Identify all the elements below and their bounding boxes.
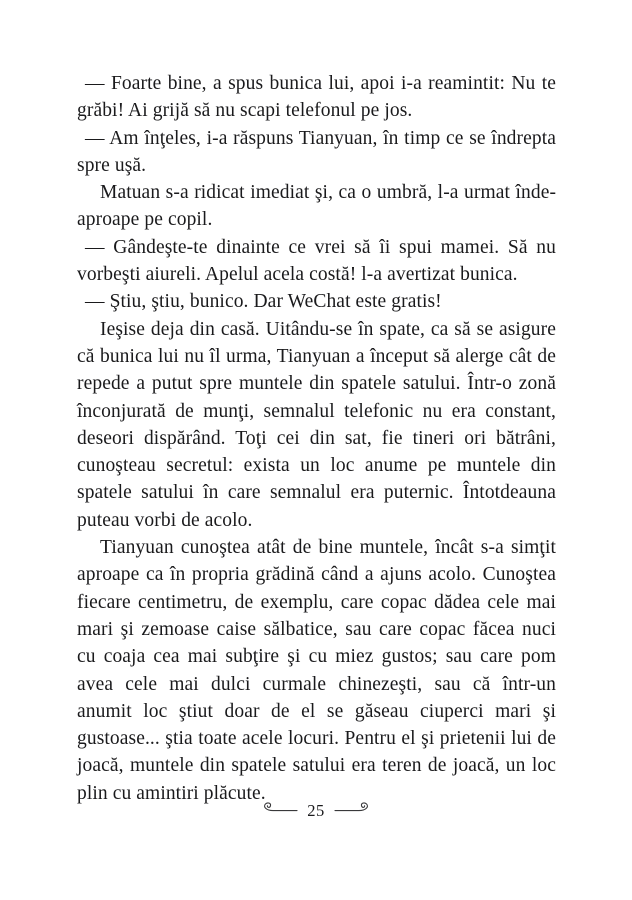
paragraph: Matuan s-a ridicat imediat şi, ca o umbră, l-a urmat îndeaproape pe copil.	[77, 182, 556, 231]
page-number: 25	[307, 801, 325, 820]
text-block	[77, 70, 556, 807]
flourish-left-icon	[260, 800, 298, 814]
paragraph: — Ştiu, ştiu, bunico. Dar WeChat este gratis!	[85, 291, 442, 313]
paragraph: — Gândeşte-te dinainte ce vrei să îi spui mamei. Să nu vorbeşti aiureli. Apelul acela costă! l-a avertizat bunica.	[77, 236, 556, 286]
paragraph: — Foarte bine, a spus bunica lui, apoi i-a reamintit: Nu te grăbi! Ai grijă să nu scapi telefonul pe jos.	[77, 73, 556, 122]
paragraph: Ieşise deja din casă. Uitându-se în spate, ca să se asigure că bunica lui nu îl urma, Tianyuan a început să alerge cât de repede a putut spre muntele din spatele satului. Într-o zonă înconjurată de munţi, semnalul telefonic nu era constant, deseori dispărând. Toţi cei din sat, fie tineri ori bătrâni, cunoşteau secretul: exista un loc anume pe muntele din spatele satului în care semnalul era puternic. Întotdeauna puteau vorbi de acolo.	[77, 318, 556, 531]
paragraph: Tianyuan cunoştea atât de bine muntele, încât s-a simţit aproape ca în propria grădină când a ajuns acolo. Cunoştea fiecare centimetru, de exemplu, care copac dădea cele mai mari şi zemoase caise sălbatice, sau care copac făcea nuci cu coaja cea mai subţire şi cu miez gustos; sau care pom avea cele mai dulci curmale chinezeşti, sau că într-un anumit loc ştiut doar de el se găseau ciuperci mari şi gustoase... ştia toate acele locuri. Pentru el şi prietenii lui de joacă, muntele din spatele satului era teren de joacă, un loc plin cu amintiri plăcute.	[77, 537, 556, 804]
paragraph: — Am înţeles, i-a răspuns Tianyuan, în timp ce se îndrepta spre uşă.	[77, 127, 556, 176]
flourish-right-icon	[334, 800, 372, 814]
page-footer	[0, 799, 632, 820]
